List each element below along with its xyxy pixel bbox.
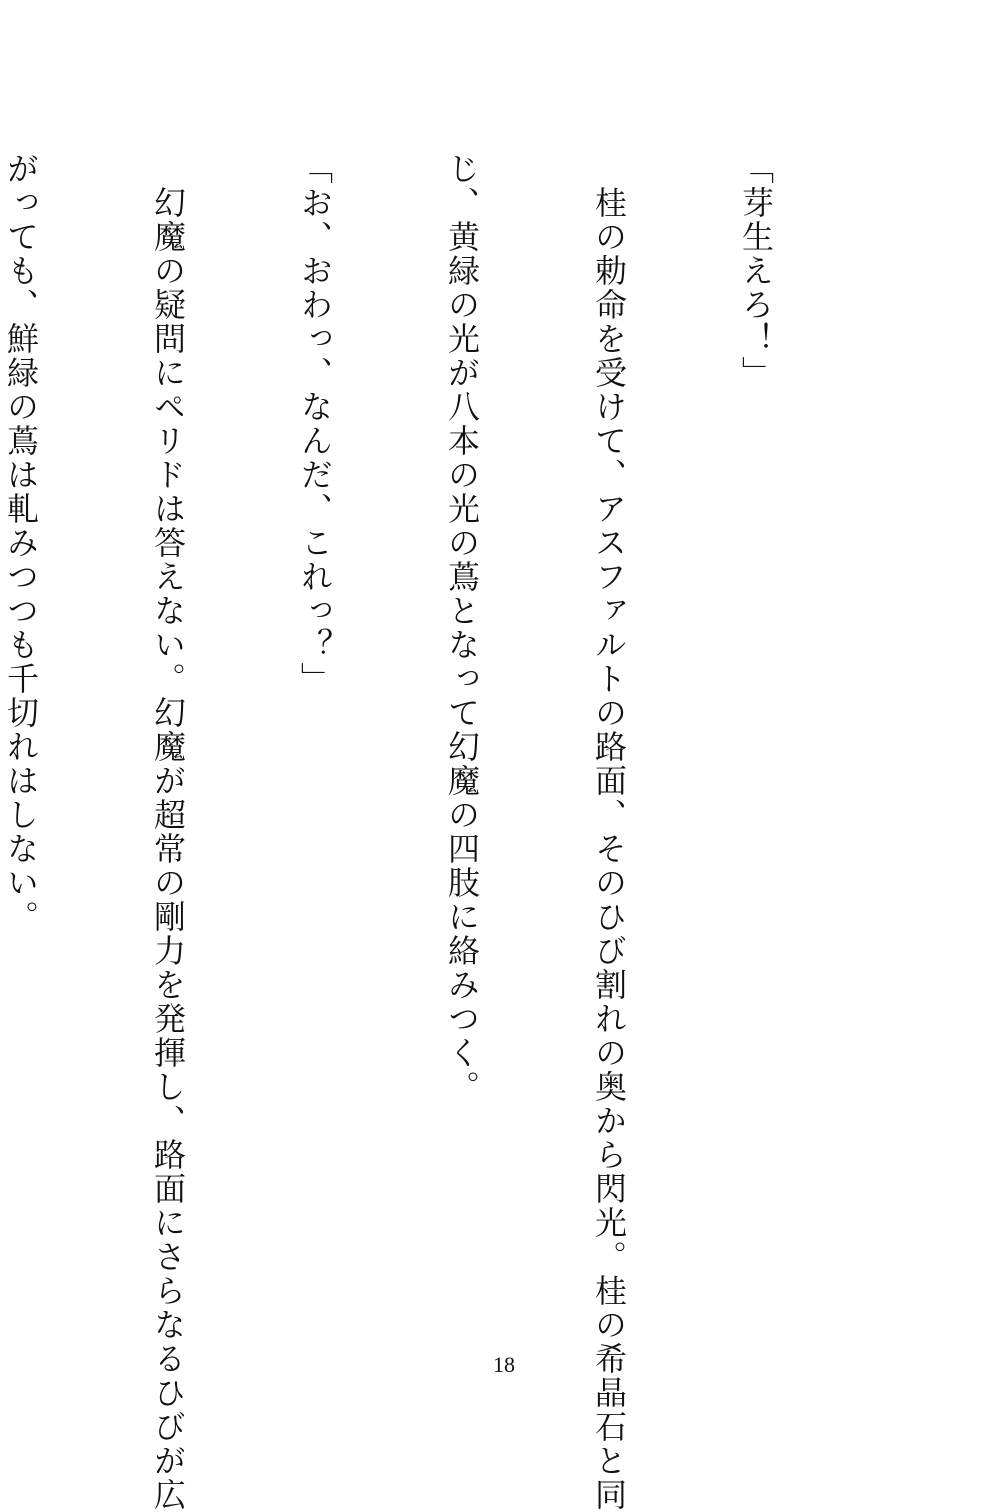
text-column: 幻魔の疑問にペリドは答えない。幻魔が超常の剛力を発揮し、路面にさらなるひびが広 <box>149 152 187 1512</box>
text-column: 桂の勅命を受けて、アスファルトの路面、そのひび割れの奥から閃光。桂の希晶石と同 <box>590 152 628 1512</box>
page-number: 18 <box>493 1352 515 1377</box>
text-column: 「芽生えろ！」 <box>737 152 775 390</box>
text-column: がっても、鮮緑の蔦は軋みつつも千切れはしない。 <box>2 152 40 934</box>
vertical-text-body <box>0 152 878 1512</box>
text-column: 「お、おわっ、なんだ、これっ？」 <box>296 152 334 696</box>
text-column: じ、黄緑の光が八本の光の蔦となって幻魔の四肢に絡みつく。 <box>443 152 481 1104</box>
